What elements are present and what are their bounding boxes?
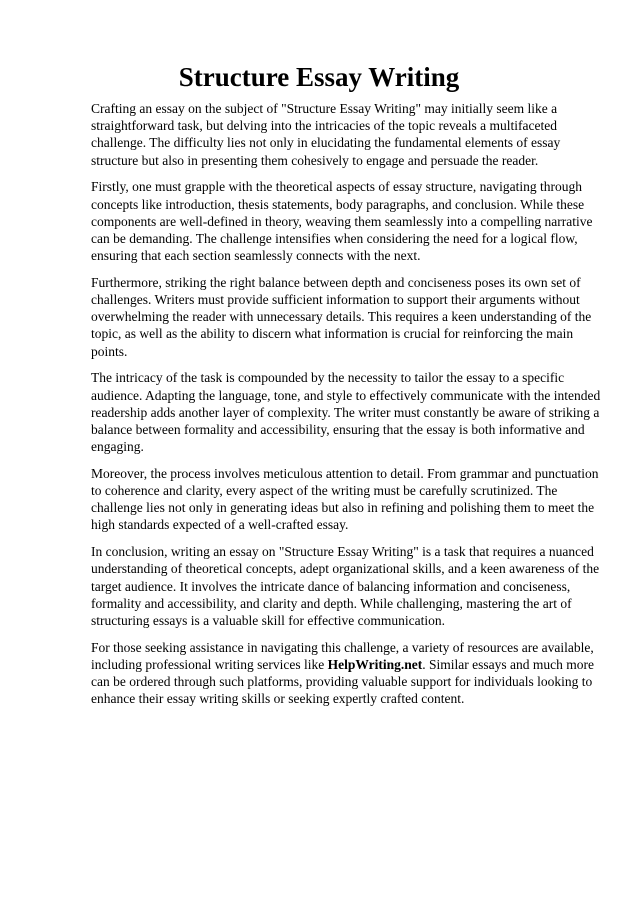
paragraph-4: The intricacy of the task is compounded by the necessity to tailor the essay to a specific audience. Adapting the language, tone, and style to effectively communicate with the intended readership adds another layer of complexity. The writer must constantly be aware of striking a balance between formality and accessibility, ensuring that the essay is both informative and engaging. [91, 370, 601, 455]
helpwriting-link[interactable]: HelpWriting.net [327, 656, 423, 672]
paragraph-6: In conclusion, writing an essay on "Structure Essay Writing" is a task that requires a nuanced understanding of theoretical concepts, adept organizational skills, and a keen awareness of the target audience. It involves the intricate dance of balancing information and conciseness, formality and accessibility, and clarity and depth. While challenging, mastering the art of structuring essays is a valuable skill for effective communication. [91, 544, 600, 628]
paragraph-1: Crafting an essay on the subject of "Structure Essay Writing" may initially seem like a straightforward task, but delving into the intricacies of the topic reveals a multifaceted challenge. The difficulty lies not only in elucidating the fundamental elements of essay structure but also in presenting them cohesively to engage and persuade the reader. [91, 101, 561, 168]
paragraph-7-before: For those seeking assistance in navigating this challenge, a variety of resources are available, including professional writing services like [91, 639, 594, 672]
paragraph-2: Firstly, one must grapple with the theoretical aspects of essay structure, navigating through concepts like introduction, thesis statements, body paragraphs, and conclusion. While these components are well-defined in theory, weaving them seamlessly into a compelling narrative can be demanding. The challenge intensifies when considering the need for a logical flow, ensuring that each section seamlessly connects with the next. [91, 179, 593, 264]
document-body [91, 100, 601, 717]
paragraph-3: Furthermore, striking the right balance between depth and conciseness poses its own set of challenges. Writers must provide sufficient information to support their arguments without overwhelming the reader with unnecessary details. This requires a keen understanding of the topic, as well as the ability to discern what information is crucial for reinforcing the main points. [91, 274, 592, 359]
document-title: Structure Essay Writing [178, 62, 460, 92]
paragraph-7-after: . Similar essays and much more can be ordered through such platforms, providing valuable support for individuals looking to enhance their essay writing skills or seeking expertly crafted content. [91, 656, 594, 707]
paragraph-5: Moreover, the process involves meticulous attention to detail. From grammar and punctuation to coherence and clarity, every aspect of the writing must be carefully scrutinized. The challenge lies not only in generating ideas but also in refining and polishing them to meet the high standards expected of a well-crafted essay. [91, 465, 599, 533]
paragraph-7 [91, 639, 601, 708]
